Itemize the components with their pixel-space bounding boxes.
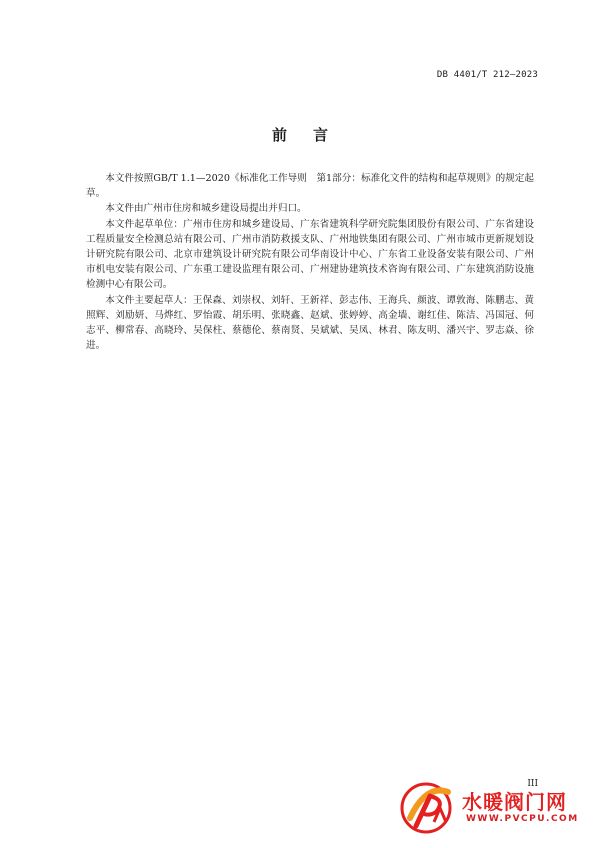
paragraph-drafting-basis: 本文件按照GB/T 1.1—2020《标准化工作导则 第1部分：标准化文件的结构和起草规则》的规定起草。 xyxy=(86,173,534,200)
paragraph-proposer: 本文件由广州市住房和城乡建设局提出并归口。 xyxy=(105,203,307,215)
watermark-url[interactable]: WWW.PVCPU.COM xyxy=(466,814,579,824)
page-number: III xyxy=(527,779,538,789)
watermark-brand: 水暖阀门网 xyxy=(462,790,567,814)
pv-logo-icon xyxy=(396,778,460,838)
paragraph-drafters: 本文件主要起草人：王保森、刘崇权、刘轩、王新祥、彭志伟、王海兵、颜波、谭敦海、陈鹏志、黄照辉、刘励妍、马烨红、罗怡霞、胡乐明、张晓鑫、赵斌、张婷婷、高金墙、谢红佳、陈洁、冯国冠、何志平、柳常春、高晓玲、吴保柱、蔡德伦、蔡南贤、吴斌斌、吴凤、林君、陈友明、潘兴宇、罗志焱、徐进。 xyxy=(86,294,534,352)
site-watermark[interactable] xyxy=(396,778,586,838)
page-title: 前言 xyxy=(271,126,354,144)
document-code: DB 4401/T 212—2023 xyxy=(436,70,538,80)
foreword-body xyxy=(86,171,534,353)
paragraph-drafting-units: 本文件起草单位：广州市住房和城乡建设局、广东省建筑科学研究院集团股份有限公司、广东省建设工程质量安全检测总站有限公司、广州市消防救援支队、广州地铁集团有限公司、广州市城市更新规划设计研究院有限公司、北京市建筑设计研究院有限公司华南设计中心、广东省工业设备安装有限公司、广州市机电安装有限公司、广东重工建设监理有限公司、广州建协建筑技术咨询有限公司、广东建筑消防设施检测中心有限公司。 xyxy=(86,218,534,291)
